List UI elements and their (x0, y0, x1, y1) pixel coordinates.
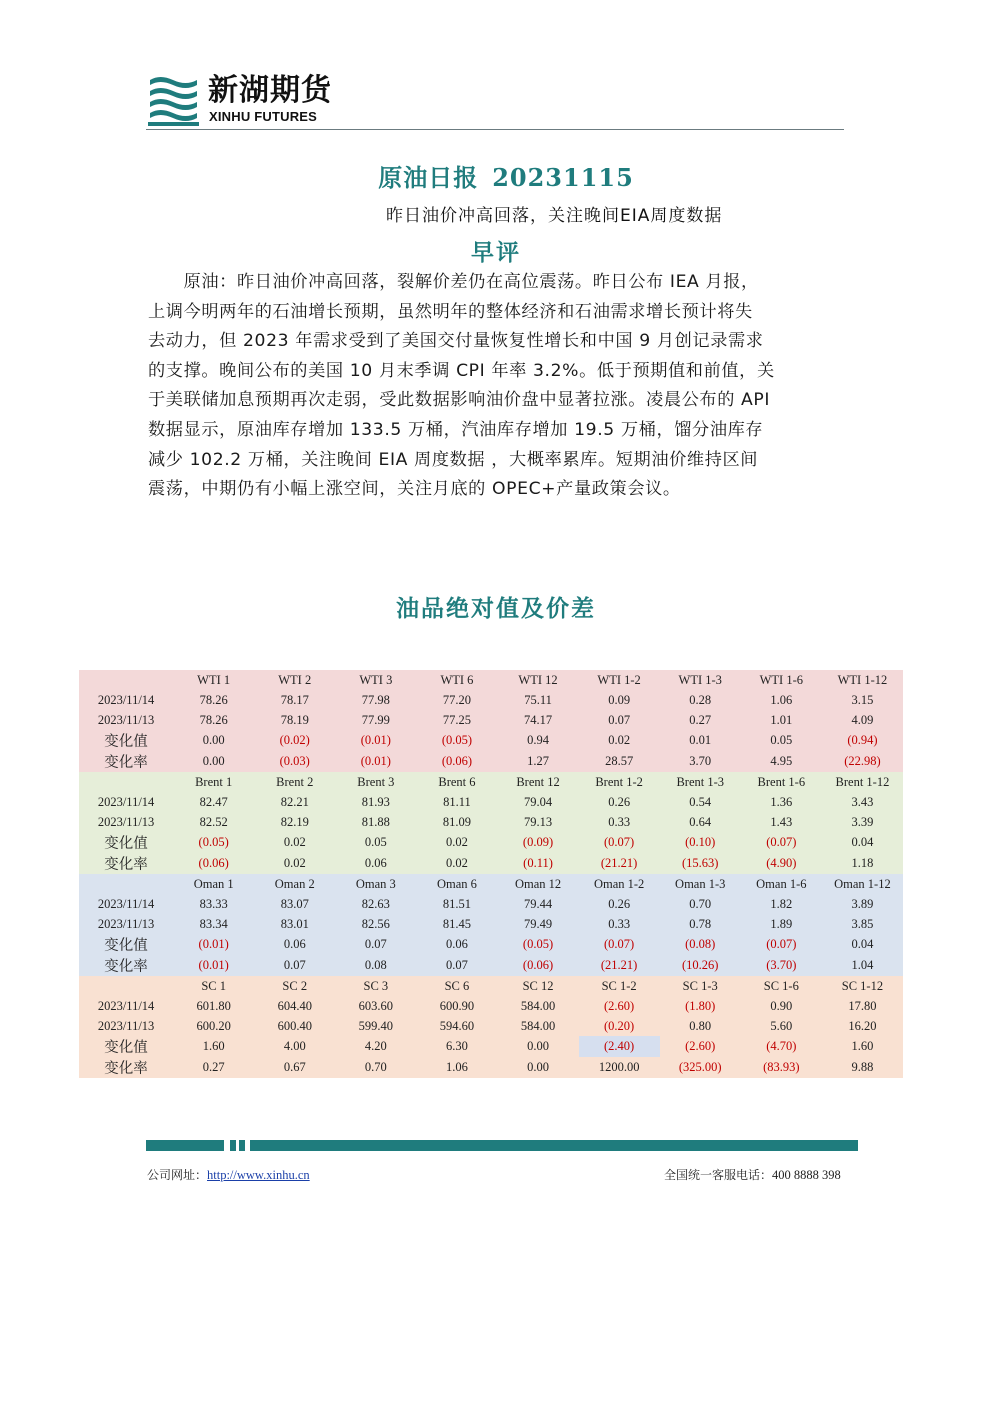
table-cell: (0.94) (822, 730, 903, 751)
table-cell: (0.06) (497, 955, 578, 976)
table-cell: 81.51 (416, 894, 497, 914)
table-cell: 1.06 (741, 690, 822, 710)
table-column-header: WTI 2 (254, 670, 335, 690)
table-cell: 0.09 (579, 690, 660, 710)
logo-english-name: XINHU FUTURES (209, 109, 318, 124)
table-cell: 1.60 (822, 1036, 903, 1057)
footer-hotline (664, 1166, 841, 1183)
table-cell: 81.11 (416, 792, 497, 812)
table-cell: 81.93 (335, 792, 416, 812)
table-column-header: Brent 1-3 (660, 772, 741, 792)
table-cell: 3.70 (660, 751, 741, 772)
table-row (79, 832, 903, 853)
table-row (79, 710, 903, 730)
table-row (79, 812, 903, 832)
table-column-header: WTI 1-3 (660, 670, 741, 690)
paragraph-line: 震荡，中期仍有小幅上涨空间，关注月底的 OPEC+产量政策会议。 (148, 479, 681, 500)
table-cell: (0.05) (497, 934, 578, 955)
footer-hotline-number: 400 8888 398 (772, 1168, 841, 1182)
table-row-label: 变化率 (79, 853, 173, 874)
xinhu-wave-logo-icon (146, 72, 201, 127)
table-cell: 3.39 (822, 812, 903, 832)
table-cell: 4.09 (822, 710, 903, 730)
table-cell: (21.21) (579, 955, 660, 976)
table-cell: 77.20 (416, 690, 497, 710)
table-cell: 599.40 (335, 1016, 416, 1036)
table-cell: 0.04 (822, 934, 903, 955)
table-column-header: Oman 1 (173, 874, 254, 894)
table-cell: 0.05 (741, 730, 822, 751)
table-cell: 82.52 (173, 812, 254, 832)
table-cell: (0.02) (254, 730, 335, 751)
table-cell: 17.80 (822, 996, 903, 1016)
table-cell: 584.00 (497, 996, 578, 1016)
footer-bar-segment (250, 1140, 858, 1151)
table-cell: 0.06 (254, 934, 335, 955)
table-cell: 0.27 (173, 1057, 254, 1078)
table-cell: 1.60 (173, 1036, 254, 1057)
table-cell: 0.00 (497, 1057, 578, 1078)
table-column-header: Brent 12 (497, 772, 578, 792)
table-cell: (0.06) (416, 751, 497, 772)
table-row-label: 变化率 (79, 955, 173, 976)
table-cell: 0.07 (416, 955, 497, 976)
table-column-header: SC 12 (497, 976, 578, 996)
header-divider (146, 129, 844, 130)
table-cell: 0.33 (579, 812, 660, 832)
table-column-header: SC 3 (335, 976, 416, 996)
table-column-header: Oman 1-6 (741, 874, 822, 894)
table-column-header: Oman 3 (335, 874, 416, 894)
table-header-row (79, 874, 903, 894)
table-column-header: Brent 1-2 (579, 772, 660, 792)
table-row (79, 996, 903, 1016)
table-cell: 600.90 (416, 996, 497, 1016)
table-corner-cell (79, 976, 173, 996)
table-row-label: 2023/11/13 (79, 1016, 173, 1036)
table-cell: 79.49 (497, 914, 578, 934)
table-row-label: 变化值 (79, 1036, 173, 1057)
table-column-header: WTI 6 (416, 670, 497, 690)
table-cell: 4.20 (335, 1036, 416, 1057)
table-cell: 594.60 (416, 1016, 497, 1036)
table-cell: 79.44 (497, 894, 578, 914)
table-cell: 1.27 (497, 751, 578, 772)
table-cell: 0.28 (660, 690, 741, 710)
table-row-label: 2023/11/13 (79, 710, 173, 730)
logo-chinese-name: 新湖期货 (208, 73, 332, 108)
table-row (79, 730, 903, 751)
table-column-header: SC 1-6 (741, 976, 822, 996)
table-column-header: WTI 1-6 (741, 670, 822, 690)
table-column-header: Brent 2 (254, 772, 335, 792)
table-column-header: Brent 1-12 (822, 772, 903, 792)
table-cell: (22.98) (822, 751, 903, 772)
table-cell: 5.60 (741, 1016, 822, 1036)
morning-comment-paragraph (148, 268, 850, 505)
table-cell: 0.94 (497, 730, 578, 751)
table-row-label: 变化值 (79, 730, 173, 751)
table-cell: 81.09 (416, 812, 497, 832)
table-cell: 28.57 (579, 751, 660, 772)
table-row (79, 792, 903, 812)
table-column-header: SC 1 (173, 976, 254, 996)
table-row (79, 853, 903, 874)
table-cell: 0.27 (660, 710, 741, 730)
table-cell: 604.40 (254, 996, 335, 1016)
table-cell: 3.43 (822, 792, 903, 812)
table-cell: 79.04 (497, 792, 578, 812)
table-group-brent (79, 772, 903, 874)
table-column-header: SC 1-2 (579, 976, 660, 996)
table-row (79, 934, 903, 955)
footer-website-label: 公司网址： (147, 1168, 208, 1182)
table-cell: (0.10) (660, 832, 741, 853)
morning-comment-heading: 早评 (471, 239, 521, 266)
table-header-row (79, 670, 903, 690)
table-cell: 77.99 (335, 710, 416, 730)
table-group-oman (79, 874, 903, 976)
table-cell: (0.07) (741, 934, 822, 955)
footer-bar-segment (239, 1140, 245, 1151)
table-cell: 81.45 (416, 914, 497, 934)
footer-hotline-label: 全国统一客服电话： (664, 1168, 773, 1182)
table-cell: 74.17 (497, 710, 578, 730)
table-column-header: WTI 1-2 (579, 670, 660, 690)
table-row-label: 2023/11/14 (79, 792, 173, 812)
table-cell: 0.02 (254, 832, 335, 853)
table-row (79, 894, 903, 914)
table-cell: 4.95 (741, 751, 822, 772)
table-cell: (2.60) (660, 1036, 741, 1057)
table-row (79, 751, 903, 772)
table-row-label: 2023/11/13 (79, 812, 173, 832)
table-column-header: Brent 1 (173, 772, 254, 792)
table-cell: 1.06 (416, 1057, 497, 1078)
report-title-text: 原油日报 (378, 163, 479, 192)
table-cell: 600.20 (173, 1016, 254, 1036)
table-cell: 1.82 (741, 894, 822, 914)
paragraph-line: 上调今明两年的石油增长预期，虽然明年的整体经济和石油需求增长预计将失 (148, 301, 753, 322)
table-cell: (1.80) (660, 996, 741, 1016)
table-cell: 9.88 (822, 1057, 903, 1078)
paragraph-line: 减少 102.2 万桶，关注晚间 EIA 周度数据 ，大概率累库。短期油价维持区间 (148, 449, 759, 470)
table-cell: 79.13 (497, 812, 578, 832)
table-cell: 3.15 (822, 690, 903, 710)
table-cell: 83.01 (254, 914, 335, 934)
table-cell: (3.70) (741, 955, 822, 976)
table-row-label: 变化率 (79, 1057, 173, 1078)
oil-price-spread-table (79, 670, 903, 1078)
table-row-label: 2023/11/13 (79, 914, 173, 934)
table-cell: (0.06) (173, 853, 254, 874)
table-cell: (0.11) (497, 853, 578, 874)
table-cell: 0.67 (254, 1057, 335, 1078)
table-cell: 0.06 (335, 853, 416, 874)
paragraph-line: 于美联储加息预期再次走弱，受此数据影响油价盘中显著拉涨。凌晨公布的 API (148, 390, 771, 411)
table-cell: 78.26 (173, 690, 254, 710)
table-cell: 0.02 (416, 832, 497, 853)
footer-website-link[interactable]: http://www.xinhu.cn (207, 1168, 310, 1182)
table-cell: 584.00 (497, 1016, 578, 1036)
table-cell: (4.70) (741, 1036, 822, 1057)
table-cell: 0.26 (579, 894, 660, 914)
table-cell: 0.00 (173, 730, 254, 751)
table-row (79, 955, 903, 976)
table-row (79, 1016, 903, 1036)
table-cell: 0.26 (579, 792, 660, 812)
report-title-date: 20231115 (492, 163, 634, 192)
table-cell: (0.08) (660, 934, 741, 955)
table-header-row (79, 772, 903, 792)
table-column-header: SC 1-3 (660, 976, 741, 996)
table-cell: 1.04 (822, 955, 903, 976)
table-column-header: WTI 1-12 (822, 670, 903, 690)
table-cell: 0.01 (660, 730, 741, 751)
table-cell: 0.00 (173, 751, 254, 772)
oil-price-spread-heading: 油品绝对值及价差 (396, 595, 596, 622)
table-cell: (0.01) (335, 730, 416, 751)
table-cell: 83.07 (254, 894, 335, 914)
table-row-label: 变化值 (79, 832, 173, 853)
table-cell: 78.26 (173, 710, 254, 730)
table-cell: 77.98 (335, 690, 416, 710)
table-cell: 82.63 (335, 894, 416, 914)
table-column-header: Brent 1-6 (741, 772, 822, 792)
table-column-header: Oman 2 (254, 874, 335, 894)
table-cell: 0.02 (254, 853, 335, 874)
table-column-header: SC 2 (254, 976, 335, 996)
table-cell: 82.47 (173, 792, 254, 812)
report-title (0, 158, 992, 193)
footer-bar-segment (230, 1140, 236, 1151)
table-column-header: SC 1-12 (822, 976, 903, 996)
table-cell: (4.90) (741, 853, 822, 874)
table-row (79, 1057, 903, 1078)
footer-website (147, 1166, 310, 1183)
table-corner-cell (79, 772, 173, 792)
table-cell: 0.06 (416, 934, 497, 955)
table-cell: 1200.00 (579, 1057, 660, 1078)
table-cell: 0.08 (335, 955, 416, 976)
table-column-header: WTI 12 (497, 670, 578, 690)
footer-bar-segment (146, 1140, 224, 1151)
table-cell: 77.25 (416, 710, 497, 730)
table-row (79, 1036, 903, 1057)
table-cell: (0.01) (173, 955, 254, 976)
table-cell: 82.56 (335, 914, 416, 934)
paragraph-line: 数据显示，原油库存增加 133.5 万桶，汽油库存增加 19.5 万桶，馏分油库存 (148, 419, 764, 440)
table-cell: (15.63) (660, 853, 741, 874)
table-cell: 0.02 (416, 853, 497, 874)
table-cell: 0.07 (579, 710, 660, 730)
table-cell: 0.54 (660, 792, 741, 812)
table-cell: 0.78 (660, 914, 741, 934)
table-cell: (0.01) (173, 934, 254, 955)
table-cell: 0.80 (660, 1016, 741, 1036)
table-cell: 78.17 (254, 690, 335, 710)
table-cell: 0.04 (822, 832, 903, 853)
table-cell: 83.33 (173, 894, 254, 914)
table-column-header: Oman 12 (497, 874, 578, 894)
table-cell: 81.88 (335, 812, 416, 832)
table-row-label: 2023/11/14 (79, 894, 173, 914)
table-column-header: SC 6 (416, 976, 497, 996)
table-group-wti (79, 670, 903, 772)
table-cell: 1.01 (741, 710, 822, 730)
table-cell: 0.70 (335, 1057, 416, 1078)
table-row-label: 2023/11/14 (79, 690, 173, 710)
table-row-label: 2023/11/14 (79, 996, 173, 1016)
report-subtitle: 昨日油价冲高回落，关注晚间EIA周度数据 (386, 206, 723, 226)
table-column-header: Brent 3 (335, 772, 416, 792)
table-cell: (83.93) (741, 1057, 822, 1078)
table-column-header: WTI 1 (173, 670, 254, 690)
paragraph-line: 的支撑。晚间公布的美国 10 月末季调 CPI 年率 3.2%。低于预期值和前值，关 (148, 360, 775, 381)
table-cell: 78.19 (254, 710, 335, 730)
table-cell: (0.07) (579, 934, 660, 955)
table-cell: (0.03) (254, 751, 335, 772)
table-cell: 4.00 (254, 1036, 335, 1057)
table-row (79, 690, 903, 710)
table-cell: 601.80 (173, 996, 254, 1016)
table-cell: 0.64 (660, 812, 741, 832)
table-cell: (0.09) (497, 832, 578, 853)
table-row-label: 变化率 (79, 751, 173, 772)
table-cell: 0.00 (497, 1036, 578, 1057)
table-corner-cell (79, 874, 173, 894)
table-row-label: 变化值 (79, 934, 173, 955)
table-cell: (0.07) (579, 832, 660, 853)
table-cell: 16.20 (822, 1016, 903, 1036)
paragraph-line: 原油：昨日油价冲高回落，裂解价差仍在高位震荡。昨日公布 IEA 月报， (148, 272, 759, 292)
table-cell: 6.30 (416, 1036, 497, 1057)
paragraph-line: 去动力，但 2023 年需求受到了美国交付量恢复性增长和中国 9 月创记录需求 (148, 331, 764, 352)
table-cell: (2.60) (579, 996, 660, 1016)
table-cell: 0.90 (741, 996, 822, 1016)
table-column-header: WTI 3 (335, 670, 416, 690)
table-column-header: Brent 6 (416, 772, 497, 792)
table-header-row (79, 976, 903, 996)
company-logo (146, 72, 336, 127)
table-cell: 0.70 (660, 894, 741, 914)
table-cell: (325.00) (660, 1057, 741, 1078)
table-column-header: Oman 1-3 (660, 874, 741, 894)
table-cell: 0.33 (579, 914, 660, 934)
table-cell: (0.01) (335, 751, 416, 772)
table-cell: (2.40) (579, 1036, 660, 1057)
table-cell: 1.43 (741, 812, 822, 832)
table-group-sc (79, 976, 903, 1078)
table-cell: 83.34 (173, 914, 254, 934)
table-column-header: Oman 6 (416, 874, 497, 894)
table-cell: 82.21 (254, 792, 335, 812)
table-cell: (0.07) (741, 832, 822, 853)
table-cell: 600.40 (254, 1016, 335, 1036)
table-cell: 1.18 (822, 853, 903, 874)
table-cell: (10.26) (660, 955, 741, 976)
table-cell: 0.05 (335, 832, 416, 853)
table-cell: 75.11 (497, 690, 578, 710)
table-cell: 603.60 (335, 996, 416, 1016)
table-corner-cell (79, 670, 173, 690)
table-column-header: Oman 1-2 (579, 874, 660, 894)
table-cell: 82.19 (254, 812, 335, 832)
table-cell: 1.89 (741, 914, 822, 934)
table-cell: (0.20) (579, 1016, 660, 1036)
table-cell: 3.89 (822, 894, 903, 914)
table-cell: (0.05) (416, 730, 497, 751)
table-cell: (21.21) (579, 853, 660, 874)
table-row (79, 914, 903, 934)
table-cell: (0.05) (173, 832, 254, 853)
table-cell: 0.07 (254, 955, 335, 976)
table-cell: 0.02 (579, 730, 660, 751)
table-cell: 0.07 (335, 934, 416, 955)
table-cell: 3.85 (822, 914, 903, 934)
table-cell: 1.36 (741, 792, 822, 812)
table-column-header: Oman 1-12 (822, 874, 903, 894)
